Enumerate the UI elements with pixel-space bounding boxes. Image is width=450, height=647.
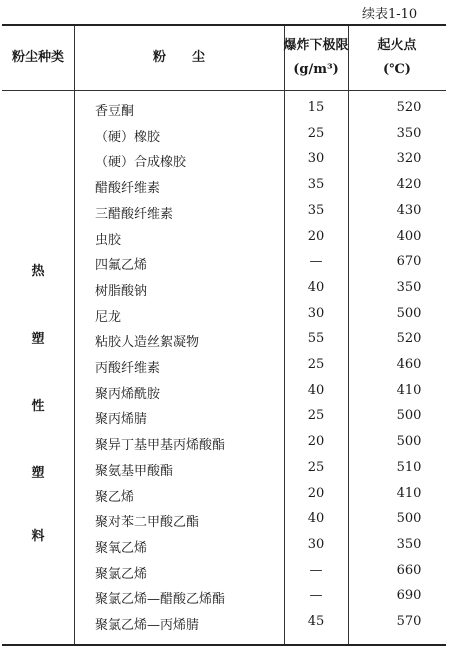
ignition-point-cell: 430 <box>396 202 422 218</box>
table-continued-caption: 续表1-10 <box>362 7 418 22</box>
table-row <box>2 559 446 585</box>
ignition-point-cell: 690 <box>396 588 422 604</box>
table-row <box>2 276 446 302</box>
dust-explosion-table <box>2 24 446 646</box>
dust-name-cell: 聚氯乙烯—丙烯腈 <box>95 618 200 633</box>
table-row <box>2 533 446 559</box>
ignition-point-cell: 670 <box>396 254 422 270</box>
explosion-limit-cell: 25 <box>307 408 325 424</box>
dust-name-cell: 香豆酮 <box>95 104 135 119</box>
table-row <box>2 584 446 610</box>
ignition-point-cell: 420 <box>396 177 422 193</box>
header-dust <box>74 26 284 90</box>
dust-name-cell: 醋酸纤维素 <box>95 181 161 197</box>
explosion-limit-cell: 25 <box>307 125 325 141</box>
table-row <box>2 327 446 353</box>
ignition-point-cell: 410 <box>396 382 422 398</box>
dust-name-cell: 聚氨基甲酸酯 <box>95 463 174 479</box>
ignition-point-cell: 410 <box>396 485 422 501</box>
explosion-limit-cell: 20 <box>307 434 325 450</box>
explosion-limit-cell: — <box>309 588 323 604</box>
explosion-limit-cell: 20 <box>307 485 325 501</box>
category-char: 热 <box>31 264 45 279</box>
ignition-point-cell: 570 <box>396 614 422 629</box>
explosion-limit-cell: 35 <box>307 202 325 218</box>
dust-name-cell: 四氟乙烯 <box>95 258 148 274</box>
table-row <box>2 379 446 405</box>
table-row <box>2 199 446 225</box>
header-explosion-limit <box>284 26 348 90</box>
explosion-limit-cell: 30 <box>307 151 325 167</box>
ignition-point-cell: 510 <box>396 459 422 475</box>
table-row <box>2 610 446 636</box>
ignition-point-cell: 520 <box>396 331 422 347</box>
table-row <box>2 430 446 456</box>
table-row <box>2 147 446 173</box>
header-dust-label: 粉 尘 <box>152 50 205 65</box>
explosion-limit-cell: 35 <box>307 177 325 193</box>
explosion-limit-cell: — <box>309 254 323 270</box>
table-row <box>2 96 446 122</box>
ignition-point-cell: 350 <box>396 536 422 552</box>
ignition-point-cell: 520 <box>396 100 422 115</box>
table-row <box>2 456 446 482</box>
category-char: 塑 <box>31 332 45 347</box>
table-row <box>2 302 446 328</box>
table-row <box>2 404 446 430</box>
ignition-point-cell: 460 <box>396 357 422 372</box>
explosion-limit-cell: — <box>309 562 323 578</box>
table-row <box>2 353 446 379</box>
table-row <box>2 482 446 508</box>
explosion-limit-cell: 30 <box>307 536 325 552</box>
category-char: 性 <box>31 399 45 414</box>
explosion-limit-cell: 25 <box>307 357 325 372</box>
table-row <box>2 173 446 199</box>
header-ignition-label: 起火点 <box>377 38 417 53</box>
dust-name-cell: 丙酸纤维素 <box>95 361 161 376</box>
dust-name-cell: 粘胶人造丝絮凝物 <box>95 335 200 351</box>
dust-name-cell: （硬）橡胶 <box>95 129 161 145</box>
ignition-point-cell: 320 <box>396 151 422 167</box>
category-char: 塑 <box>31 466 45 481</box>
table-row <box>2 122 446 148</box>
explosion-limit-cell: 30 <box>307 305 325 321</box>
header-limit-label: 爆炸下极限 <box>283 38 349 53</box>
explosion-limit-cell: 40 <box>307 382 325 398</box>
explosion-limit-cell: 45 <box>307 614 325 629</box>
explosion-limit-cell: 40 <box>307 511 325 527</box>
header-category-label: 粉尘种类 <box>11 50 64 65</box>
ignition-point-cell: 500 <box>396 408 422 424</box>
dust-name-cell: 尼龙 <box>95 309 122 325</box>
header-category <box>2 26 74 90</box>
dust-name-cell: 聚氯乙烯 <box>95 566 148 582</box>
dust-name-cell: 虫胶 <box>95 232 122 248</box>
explosion-limit-cell: 40 <box>307 279 325 295</box>
dust-name-cell: 聚氧乙烯 <box>95 540 148 556</box>
explosion-limit-cell: 15 <box>307 100 325 115</box>
table-row <box>2 225 446 251</box>
dust-name-cell: 三醋酸纤维素 <box>95 206 174 222</box>
category-char: 料 <box>31 529 45 544</box>
explosion-limit-cell: 55 <box>307 331 325 347</box>
dust-name-cell: 聚对苯二甲酸乙酯 <box>95 515 200 531</box>
ignition-point-cell: 500 <box>396 434 422 450</box>
table-row <box>2 250 446 276</box>
header-ignition-unit: (℃) <box>383 62 411 77</box>
dust-name-cell: 聚氯乙烯—醋酸乙烯酯 <box>95 592 226 608</box>
ignition-point-cell: 660 <box>396 562 422 578</box>
header-ignition-point <box>348 26 446 90</box>
dust-name-cell: （硬）合成橡胶 <box>95 155 187 171</box>
dust-name-cell: 聚丙烯腈 <box>95 412 148 428</box>
ignition-point-cell: 500 <box>396 511 422 527</box>
dust-name-cell: 聚丙烯酰胺 <box>95 386 161 402</box>
explosion-limit-cell: 25 <box>307 459 325 475</box>
explosion-limit-cell: 20 <box>307 228 325 244</box>
ignition-point-cell: 400 <box>396 228 422 244</box>
dust-name-cell: 聚异丁基甲基丙烯酸酯 <box>95 438 226 454</box>
table-row <box>2 507 446 533</box>
ignition-point-cell: 500 <box>396 305 422 321</box>
dust-name-cell: 聚乙烯 <box>95 489 135 505</box>
ignition-point-cell: 350 <box>396 125 422 141</box>
ignition-point-cell: 350 <box>396 279 422 295</box>
dust-name-cell: 树脂酸钠 <box>95 283 148 299</box>
header-limit-unit: (g/m³) <box>293 62 339 77</box>
